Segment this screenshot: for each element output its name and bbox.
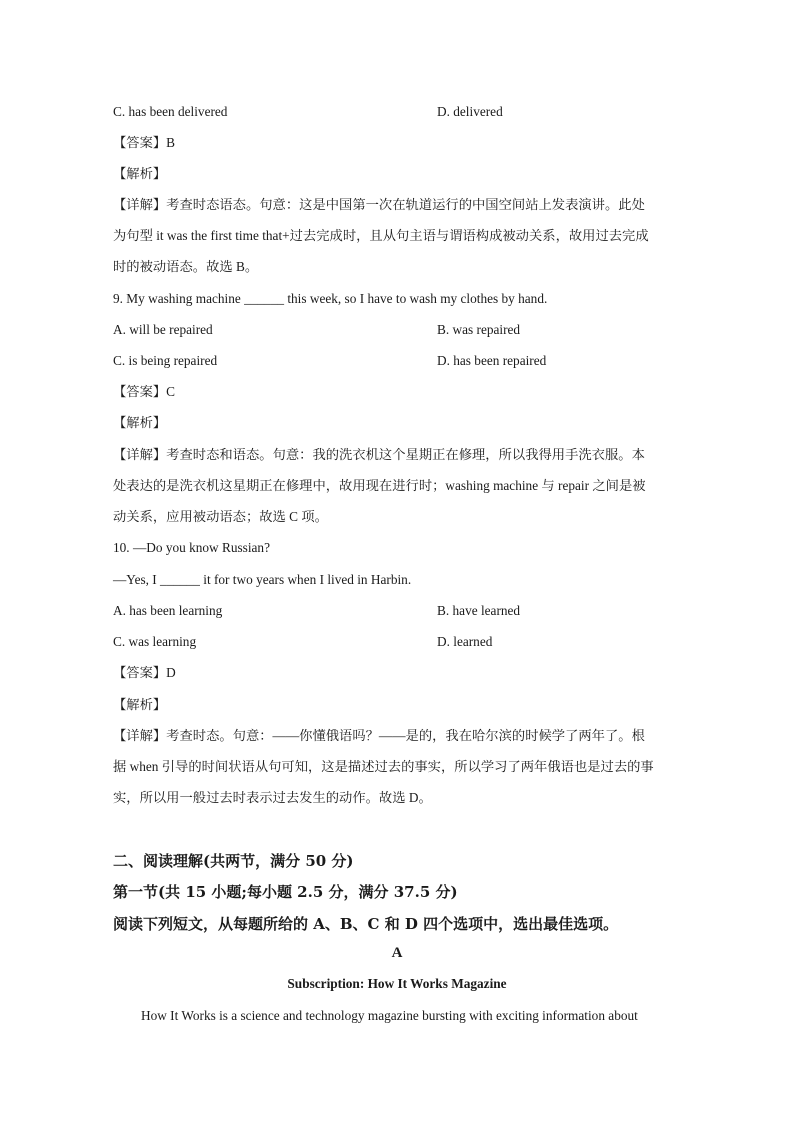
passage-title: Subscription: How It Works Magazine bbox=[287, 976, 507, 991]
q9-detail-line-1: 【详解】考查时态和语态。句意：我的洗衣机这个星期正在修理，所以我得用手洗衣服。本 bbox=[113, 447, 645, 462]
passage-label: A bbox=[391, 945, 403, 961]
q9-answer: 【答案】C bbox=[113, 384, 176, 399]
q8-detail-line-2: 为句型 it was the first time that+过去完成时，且从句主语与谓语构成被动关系，故用过去完成 bbox=[113, 228, 649, 243]
passage-first-line: How It Works is a science and technology magazine bursting with exciting information about bbox=[141, 1008, 638, 1023]
part2-section1-heading: 第一节(共 15 小题;每小题 2.5 分，满分 37.5 分) bbox=[113, 883, 458, 901]
q9-option-a: A. will be repaired bbox=[113, 322, 213, 337]
q9-option-d: D. has been repaired bbox=[437, 353, 547, 368]
q10-stem-line-1: 10. —Do you know Russian? bbox=[113, 540, 270, 555]
q10-detail-line-3: 实，所以用一般过去时表示过去发生的动作。故选 D。 bbox=[113, 790, 432, 805]
q10-option-d: D. learned bbox=[437, 634, 493, 649]
q9-analysis-label: 【解析】 bbox=[113, 415, 167, 430]
q8-answer: 【答案】B bbox=[113, 135, 176, 150]
q10-detail-line-2: 据 when 引导的时间状语从句可知，这是描述过去的事实，所以学习了两年俄语也是过去的事 bbox=[113, 759, 654, 774]
q10-option-b: B. have learned bbox=[437, 603, 521, 618]
q10-detail-line-1: 【详解】考查时态。句意：——你懂俄语吗？——是的，我在哈尔滨的时候学了两年了。根 bbox=[113, 728, 645, 743]
q10-option-c: C. was learning bbox=[113, 634, 197, 649]
q10-option-a: A. has been learning bbox=[113, 603, 223, 618]
part2-heading: 二、阅读理解(共两节，满分 50 分) bbox=[113, 852, 354, 870]
part2-instruction: 阅读下列短文，从每题所给的 A、B、C 和 D 四个选项中，选出最佳选项。 bbox=[113, 915, 619, 933]
q10-analysis-label: 【解析】 bbox=[113, 697, 167, 712]
q9-stem: 9. My washing machine ______ this week, so I have to wash my clothes by hand. bbox=[113, 291, 548, 306]
q9-detail-line-3: 动关系，应用被动语态；故选 C 项。 bbox=[113, 509, 328, 524]
q9-detail-line-2: 处表达的是洗衣机这星期正在修理中，故用现在进行时；washing machine 与 repair 之间是被 bbox=[113, 478, 646, 493]
q8-detail-line-1: 【详解】考查时态语态。句意：这是中国第一次在轨道运行的中国空间站上发表演讲。此处 bbox=[113, 197, 645, 212]
q8-option-d: D. delivered bbox=[437, 104, 503, 119]
q9-option-b: B. was repaired bbox=[437, 322, 521, 337]
q8-detail-line-3: 时的被动语态。故选 B。 bbox=[113, 259, 259, 274]
q8-analysis-label: 【解析】 bbox=[113, 166, 167, 181]
q10-answer: 【答案】D bbox=[113, 665, 176, 680]
q8-option-c: C. has been delivered bbox=[113, 104, 228, 119]
q10-stem-line-2: —Yes, I ______ it for two years when I lived in Harbin. bbox=[113, 572, 412, 587]
q9-option-c: C. is being repaired bbox=[113, 353, 218, 368]
